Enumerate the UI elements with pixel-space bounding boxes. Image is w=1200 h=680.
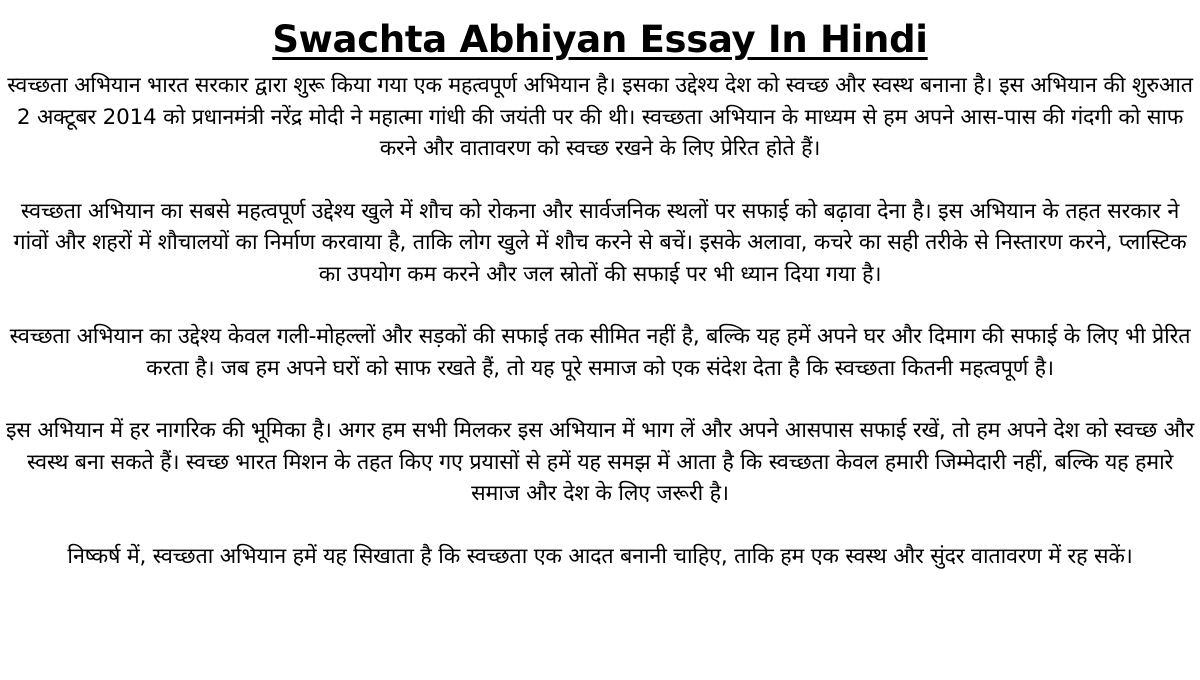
essay-paragraph-3: स्वच्छता अभियान का उद्देश्य केवल गली-मोहल्लों और सड़कों की सफाई तक सीमित नहीं है, बल्कि यह हमें अपने घर और दिमाग की सफाई के लिए भी प्रेरित करता है। जब हम अपने घरों को साफ रखते हैं, तो यह पूरे समाज को एक संदेश देता है कि स्वच्छता कितनी महत्वपूर्ण है।	[9, 324, 1191, 381]
essay-body	[4, 70, 1196, 572]
essay-paragraph-2: स्वच्छता अभियान का सबसे महत्वपूर्ण उद्देश्य खुले में शौच को रोकना और सार्वजनिक स्थलों पर सफाई को बढ़ावा देना है। इस अभियान के तहत सरकार ने गांवों और शहरों में शौचालयों का निर्माण करवाया है, ताकि लोग खुले में शौच करने से बचें। इसके अलावा, कचरे का सही तरीके से निस्तारण करने, प्लास्टिक का उपयोग कम करने और जल स्रोतों की सफाई पर भी ध्यान दिया गया है।	[13, 198, 1187, 287]
essay-title: Swachta Abhiyan Essay In Hindi	[272, 18, 928, 61]
essay-paragraph-1: स्वच्छता अभियान भारत सरकार द्वारा शुरू किया गया एक महत्वपूर्ण अभियान है। इसका उद्देश्य देश को स्वच्छ और स्वस्थ बनाना है। इस अभियान की शुरुआत 2 अक्टूबर 2014 को प्रधानमंत्री नरेंद्र मोदी ने महात्मा गांधी की जयंती पर की थी। स्वच्छता अभियान के माध्यम से हम अपने आस-पास की गंदगी को साफ करने और वातावरण को स्वच्छ रखने के लिए प्रेरित होते हैं।	[7, 73, 1193, 161]
essay-paragraph-4: इस अभियान में हर नागरिक की भूमिका है। अगर हम सभी मिलकर इस अभियान में भाग लें और अपने आसपास सफाई रखें, तो हम अपने देश को स्वच्छ और स्वस्थ बना सकते हैं। स्वच्छ भारत मिशन के तहत किए गए प्रयासों से हमें यह समझ में आता है कि स्वच्छता केवल हमारी जिम्मेदारी नहीं, बल्कि यह हमारे समाज और देश के लिए जरूरी है।	[6, 418, 1194, 506]
essay-paragraph-5: निष्कर्ष में, स्वच्छता अभियान हमें यह सिखाता है कि स्वच्छता एक आदत बनानी चाहिए, ताकि हम एक स्वस्थ और सुंदर वातावरण में रह सकें।	[67, 543, 1133, 569]
